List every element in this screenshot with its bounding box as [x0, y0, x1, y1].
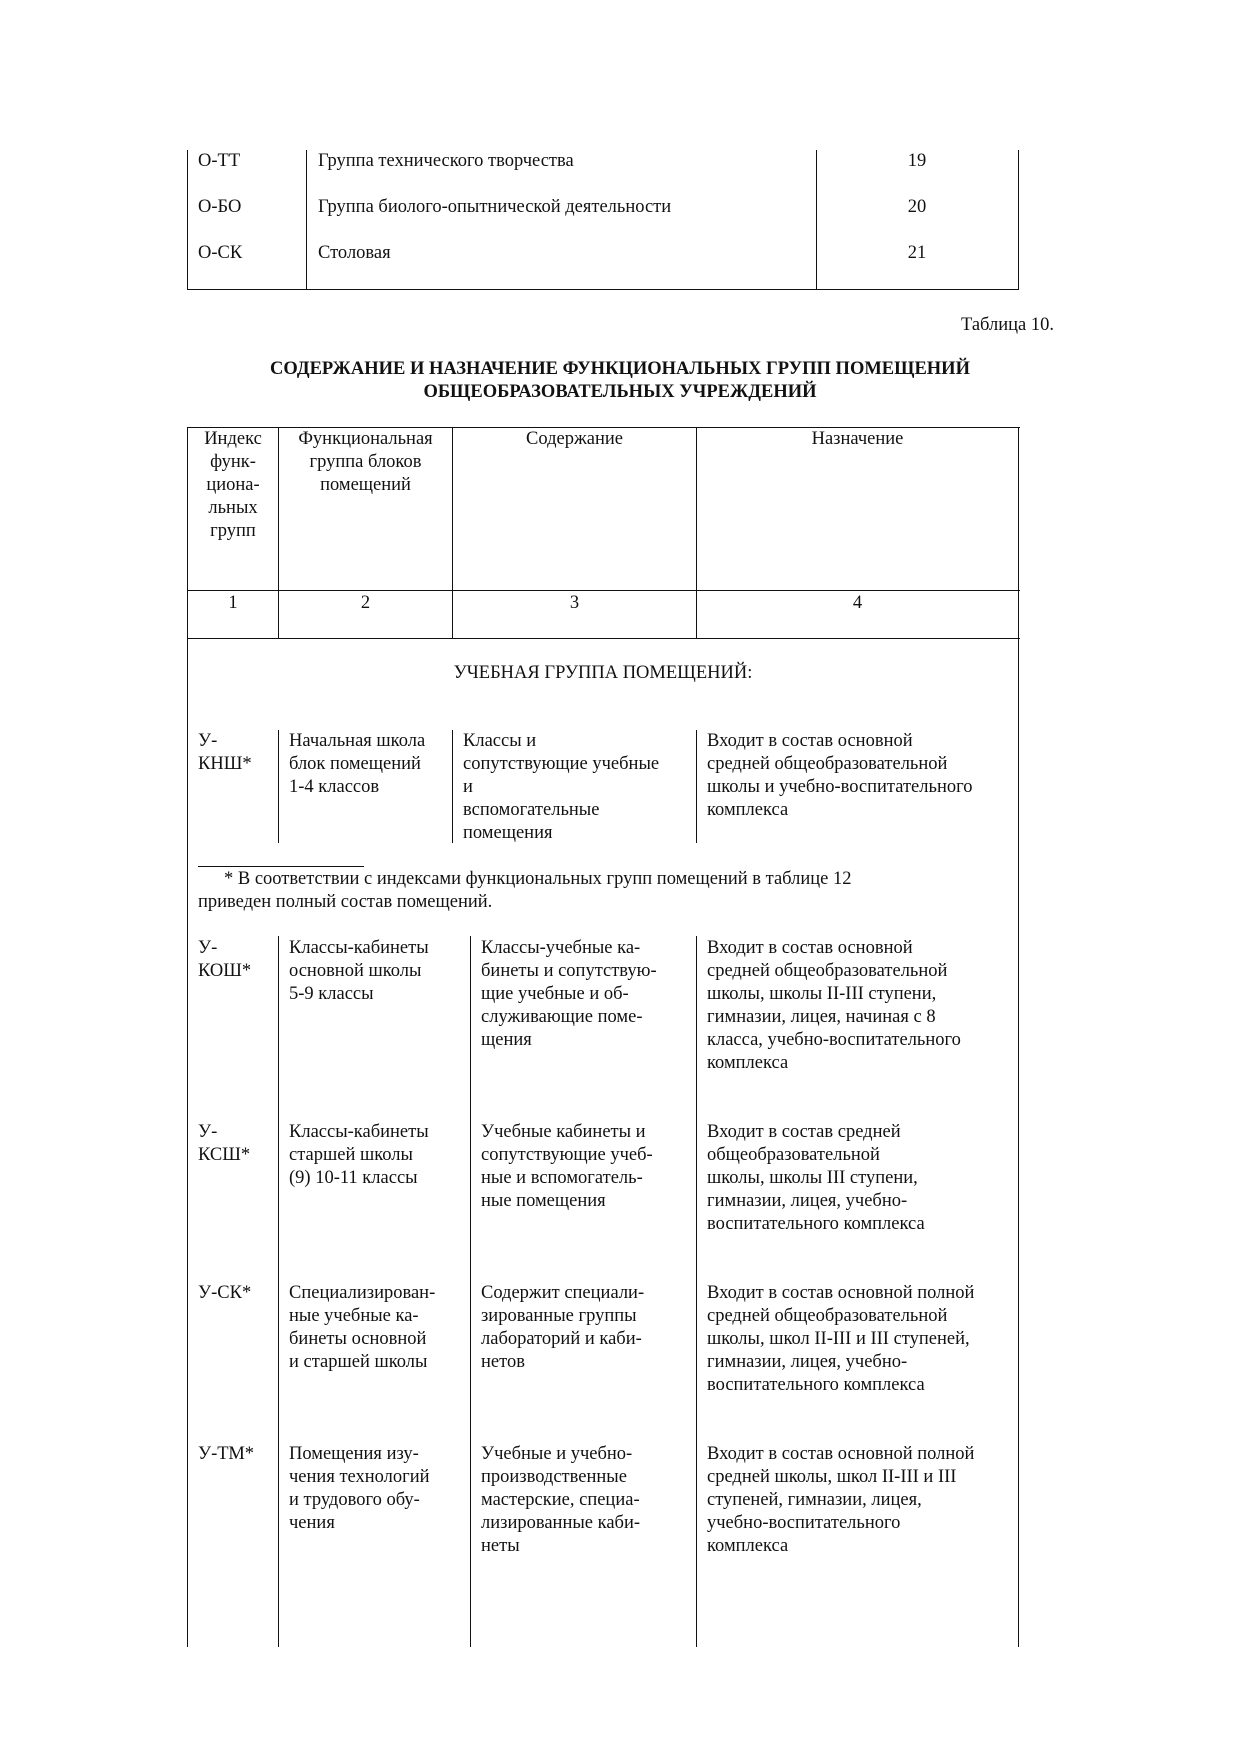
header-content: Содержание	[526, 429, 623, 449]
row-code: У-СК*	[198, 1283, 252, 1303]
row-group-name: Классы-кабинеты старшей школы (9) 10-11 классы	[289, 1122, 429, 1188]
row-content: Классы-учебные ка- бинеты и сопутствую- щие учебные и об- служивающие поме- щения	[481, 938, 657, 1050]
section-title: УЧЕБНАЯ ГРУППА ПОМЕЩЕНИЙ:	[453, 663, 753, 683]
row-purpose: Входит в состав основной полной средней школы, школ II-III и III ступеней, гимназии, лицея, учебно-воспитательного комплекса	[707, 1444, 975, 1556]
header-number: 1	[228, 593, 238, 613]
table-title-line2: ОБЩЕОБРАЗОВАТЕЛЬНЫХ УЧРЕЖДЕНИЙ	[423, 382, 817, 402]
table-row-name: Группа биолого-опытнической деятельности	[318, 197, 672, 217]
row-purpose: Входит в состав основной полной средней общеобразовательной школы, школ II-III и III ступеней, гимназии, лицея, учебно- воспитательного комплекса	[707, 1283, 975, 1395]
footnote-separator	[198, 866, 364, 867]
row-group-name: Начальная школа блок помещений 1-4 классов	[289, 731, 426, 797]
table-row-code: О-ТТ	[198, 151, 241, 171]
header-purpose: Назначение	[811, 429, 904, 449]
header-number: 2	[360, 593, 371, 613]
row-purpose: Входит в состав основной средней общеобразовательной школы и учебно-воспитательного комплекса	[707, 731, 973, 820]
row-content: Классы и сопутствующие учебные и вспомогательные помещения	[463, 731, 660, 843]
table-row-name: Столовая	[318, 243, 391, 263]
row-code: У- КОШ*	[198, 938, 252, 981]
row-code: У- КСШ*	[198, 1122, 251, 1165]
row-group-name: Специализирован- ные учебные ка- бинеты основной и старшей школы	[289, 1283, 436, 1372]
table-number-label: Таблица 10.	[961, 315, 1054, 335]
header-number: 4	[852, 593, 863, 613]
row-group-name: Помещения изу- чения технологий и трудового обу- чения	[289, 1444, 430, 1533]
footnote-continued: приведен полный состав помещений.	[198, 892, 493, 912]
row-content: Учебные кабинеты и сопутствующие учеб- ные и вспомогатель- ные помещения	[481, 1122, 653, 1211]
row-content: Учебные и учебно- производственные мастерские, специа- лизированные каби- неты	[481, 1444, 641, 1556]
row-code: У-ТМ*	[198, 1444, 255, 1464]
table-title: СОДЕРЖАНИЕ И НАЗНАЧЕНИЕ ФУНКЦИОНАЛЬНЫХ ГРУПП ПОМЕЩЕНИЙ	[270, 359, 970, 379]
table-row-code: О-БО	[198, 197, 242, 217]
table-row-code: О-СК	[198, 243, 243, 263]
row-purpose: Входит в состав средней общеобразовательной школы, школы III ступени, гимназии, лицея, учебно- воспитательного комплекса	[707, 1122, 925, 1234]
table-row-name: Группа технического творчества	[318, 151, 574, 171]
row-content: Содержит специали- зированные группы лабораторий и каби- нетов	[481, 1283, 645, 1372]
row-code: У- КНШ*	[198, 731, 252, 774]
table-row-number: 19	[907, 151, 927, 171]
footnote: * В соответствии с индексами функциональных групп помещений в таблице 12	[224, 869, 852, 889]
table-row-number: 21	[907, 243, 927, 263]
row-group-name: Классы-кабинеты основной школы 5-9 классы	[289, 938, 429, 1004]
header-index: Индекс функ- циона- льных групп	[204, 429, 262, 541]
table-row-number: 20	[907, 197, 927, 217]
header-number: 3	[569, 593, 580, 613]
header-functional-group: Функциональная группа блоков помещений	[298, 429, 433, 495]
row-purpose: Входит в состав основной средней общеобразовательной школы, школы II-III ступени, гимназии, лицея, начиная с 8 класса, учебно-воспитательного комплекса	[707, 938, 961, 1073]
